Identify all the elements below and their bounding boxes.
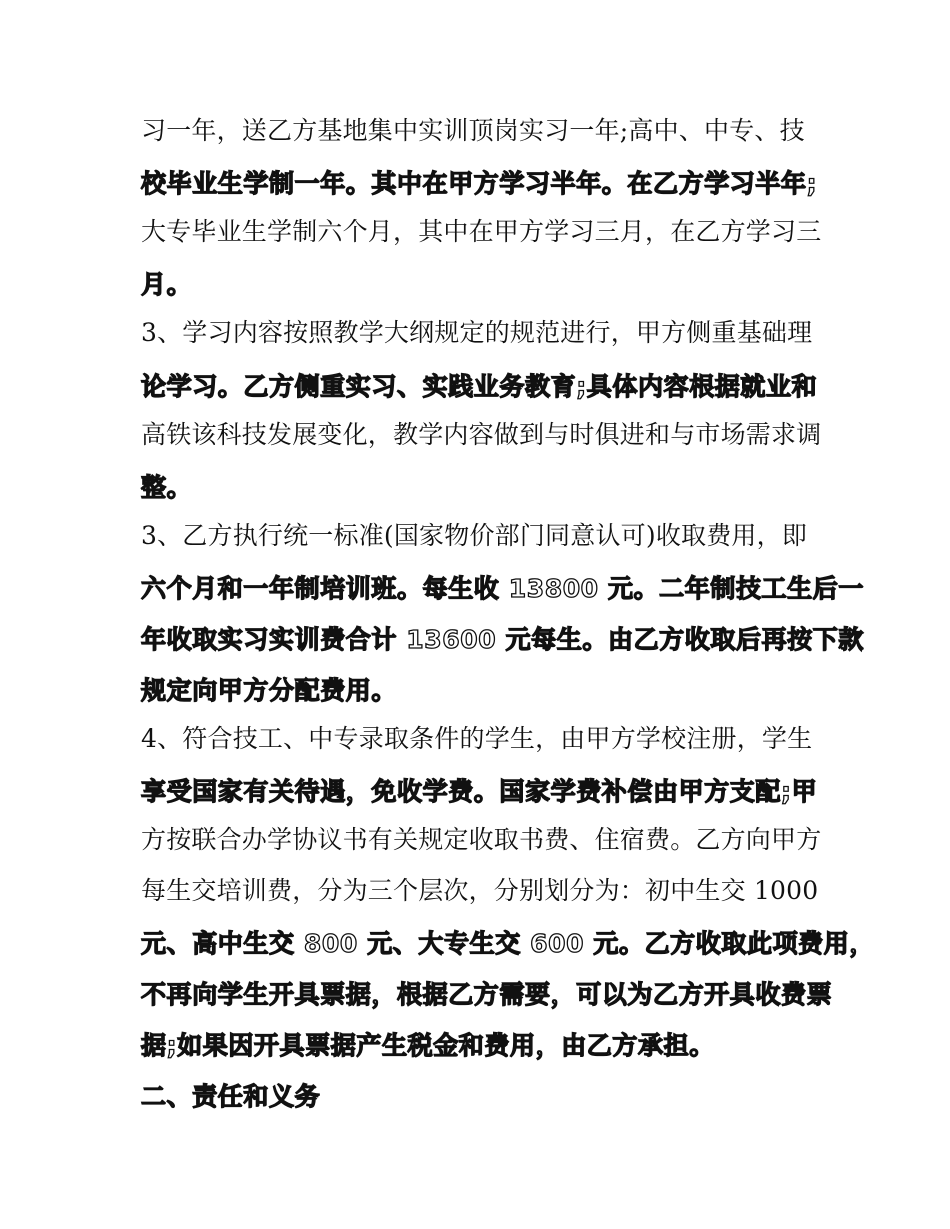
text-line: 3、乙方执行统一标准(国家物价部门同意认可)收取费用，即	[141, 521, 808, 550]
text-line: 六个月和一年制培训班。每生收 13800 元。二年制技工生后一	[141, 574, 864, 603]
text-line: 高铁该科技发展变化，教学内容做到与时俱进和与市场需求调	[141, 420, 822, 449]
text-line: 元、高中生交 800 元、大专生交 600 元。乙方收取此项费用，	[141, 929, 875, 958]
text-line: 3、学习内容按照教学大纲规定的规范进行，甲方侧重基础理	[141, 318, 813, 347]
text-line: 据;如果因开具票据产生税金和费用，由乙方承担。	[141, 1031, 715, 1060]
text-line: 不再向学生开具票据，根据乙方需要，可以为乙方开具收费票	[141, 980, 833, 1009]
text-line: 整。	[141, 473, 193, 502]
text-line: 4、符合技工、中专录取条件的学生，由甲方学校注册，学生	[141, 724, 813, 753]
text-line: 享受国家有关待遇，免收学费。国家学费补偿由甲方支配;甲	[141, 777, 818, 806]
text-line: 方按联合办学协议书有关规定收取书费、住宿费。乙方向甲方	[141, 825, 822, 854]
text-line: 习一年，送乙方基地集中实训顶岗实习一年;高中、中专、技	[141, 116, 805, 145]
text-line: 校毕业生学制一年。其中在甲方学习半年。在乙方学习半年;	[141, 169, 818, 198]
text-line: 大专毕业生学制六个月，其中在甲方学习三月，在乙方学习三	[141, 217, 822, 246]
text-line: 每生交培训费，分为三个层次，分别划分为：初中生交 1000	[141, 876, 819, 905]
section-heading: 二、责任和义务	[141, 1082, 321, 1111]
text-line: 规定向甲方分配费用。	[141, 676, 398, 705]
text-line: 论学习。乙方侧重实习、实践业务教育;具体内容根据就业和	[141, 372, 818, 401]
text-line: 月。	[141, 270, 193, 299]
text-line: 年收取实习实训费合计 13600 元每生。由乙方收取后再按下款	[141, 625, 864, 654]
